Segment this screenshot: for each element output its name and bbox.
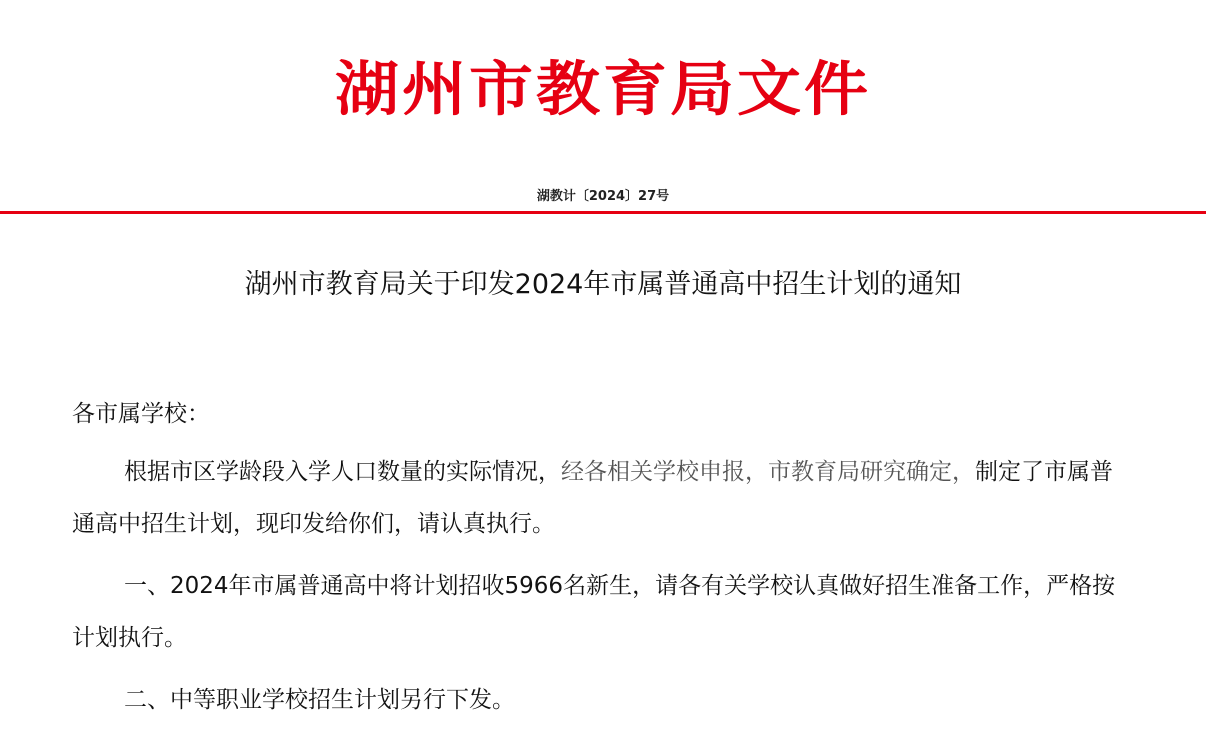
salutation: 各市属学校： — [72, 401, 210, 427]
header-red-divider — [0, 211, 1206, 214]
document-header-title: 湖州市教育局文件 — [335, 55, 871, 125]
paragraph-intro-part1: 根据市区学龄段入学人口数量的实际情况， — [124, 459, 561, 485]
paragraph-intro — [72, 446, 1132, 550]
document-number: 湖教计〔2024〕27号 — [536, 189, 670, 204]
paragraph-intro-part3: 制定了市属普通高中招生计划，现印发给你们，请认真执行。 — [72, 459, 1113, 537]
notice-title: 湖州市教育局关于印发2024年市属普通高中招生计划的通知 — [244, 269, 962, 300]
paragraph-item-two: 二、中等职业学校招生计划另行下发。 — [124, 687, 515, 713]
paragraph-item-one: 一、2024年市属普通高中将计划招收5966名新生，请各有关学校认真做好招生准备工作，严格按计划执行。 — [72, 573, 1116, 651]
paragraph-intro-part2: 经各相关学校申报，市教育局研究确定， — [561, 459, 975, 485]
